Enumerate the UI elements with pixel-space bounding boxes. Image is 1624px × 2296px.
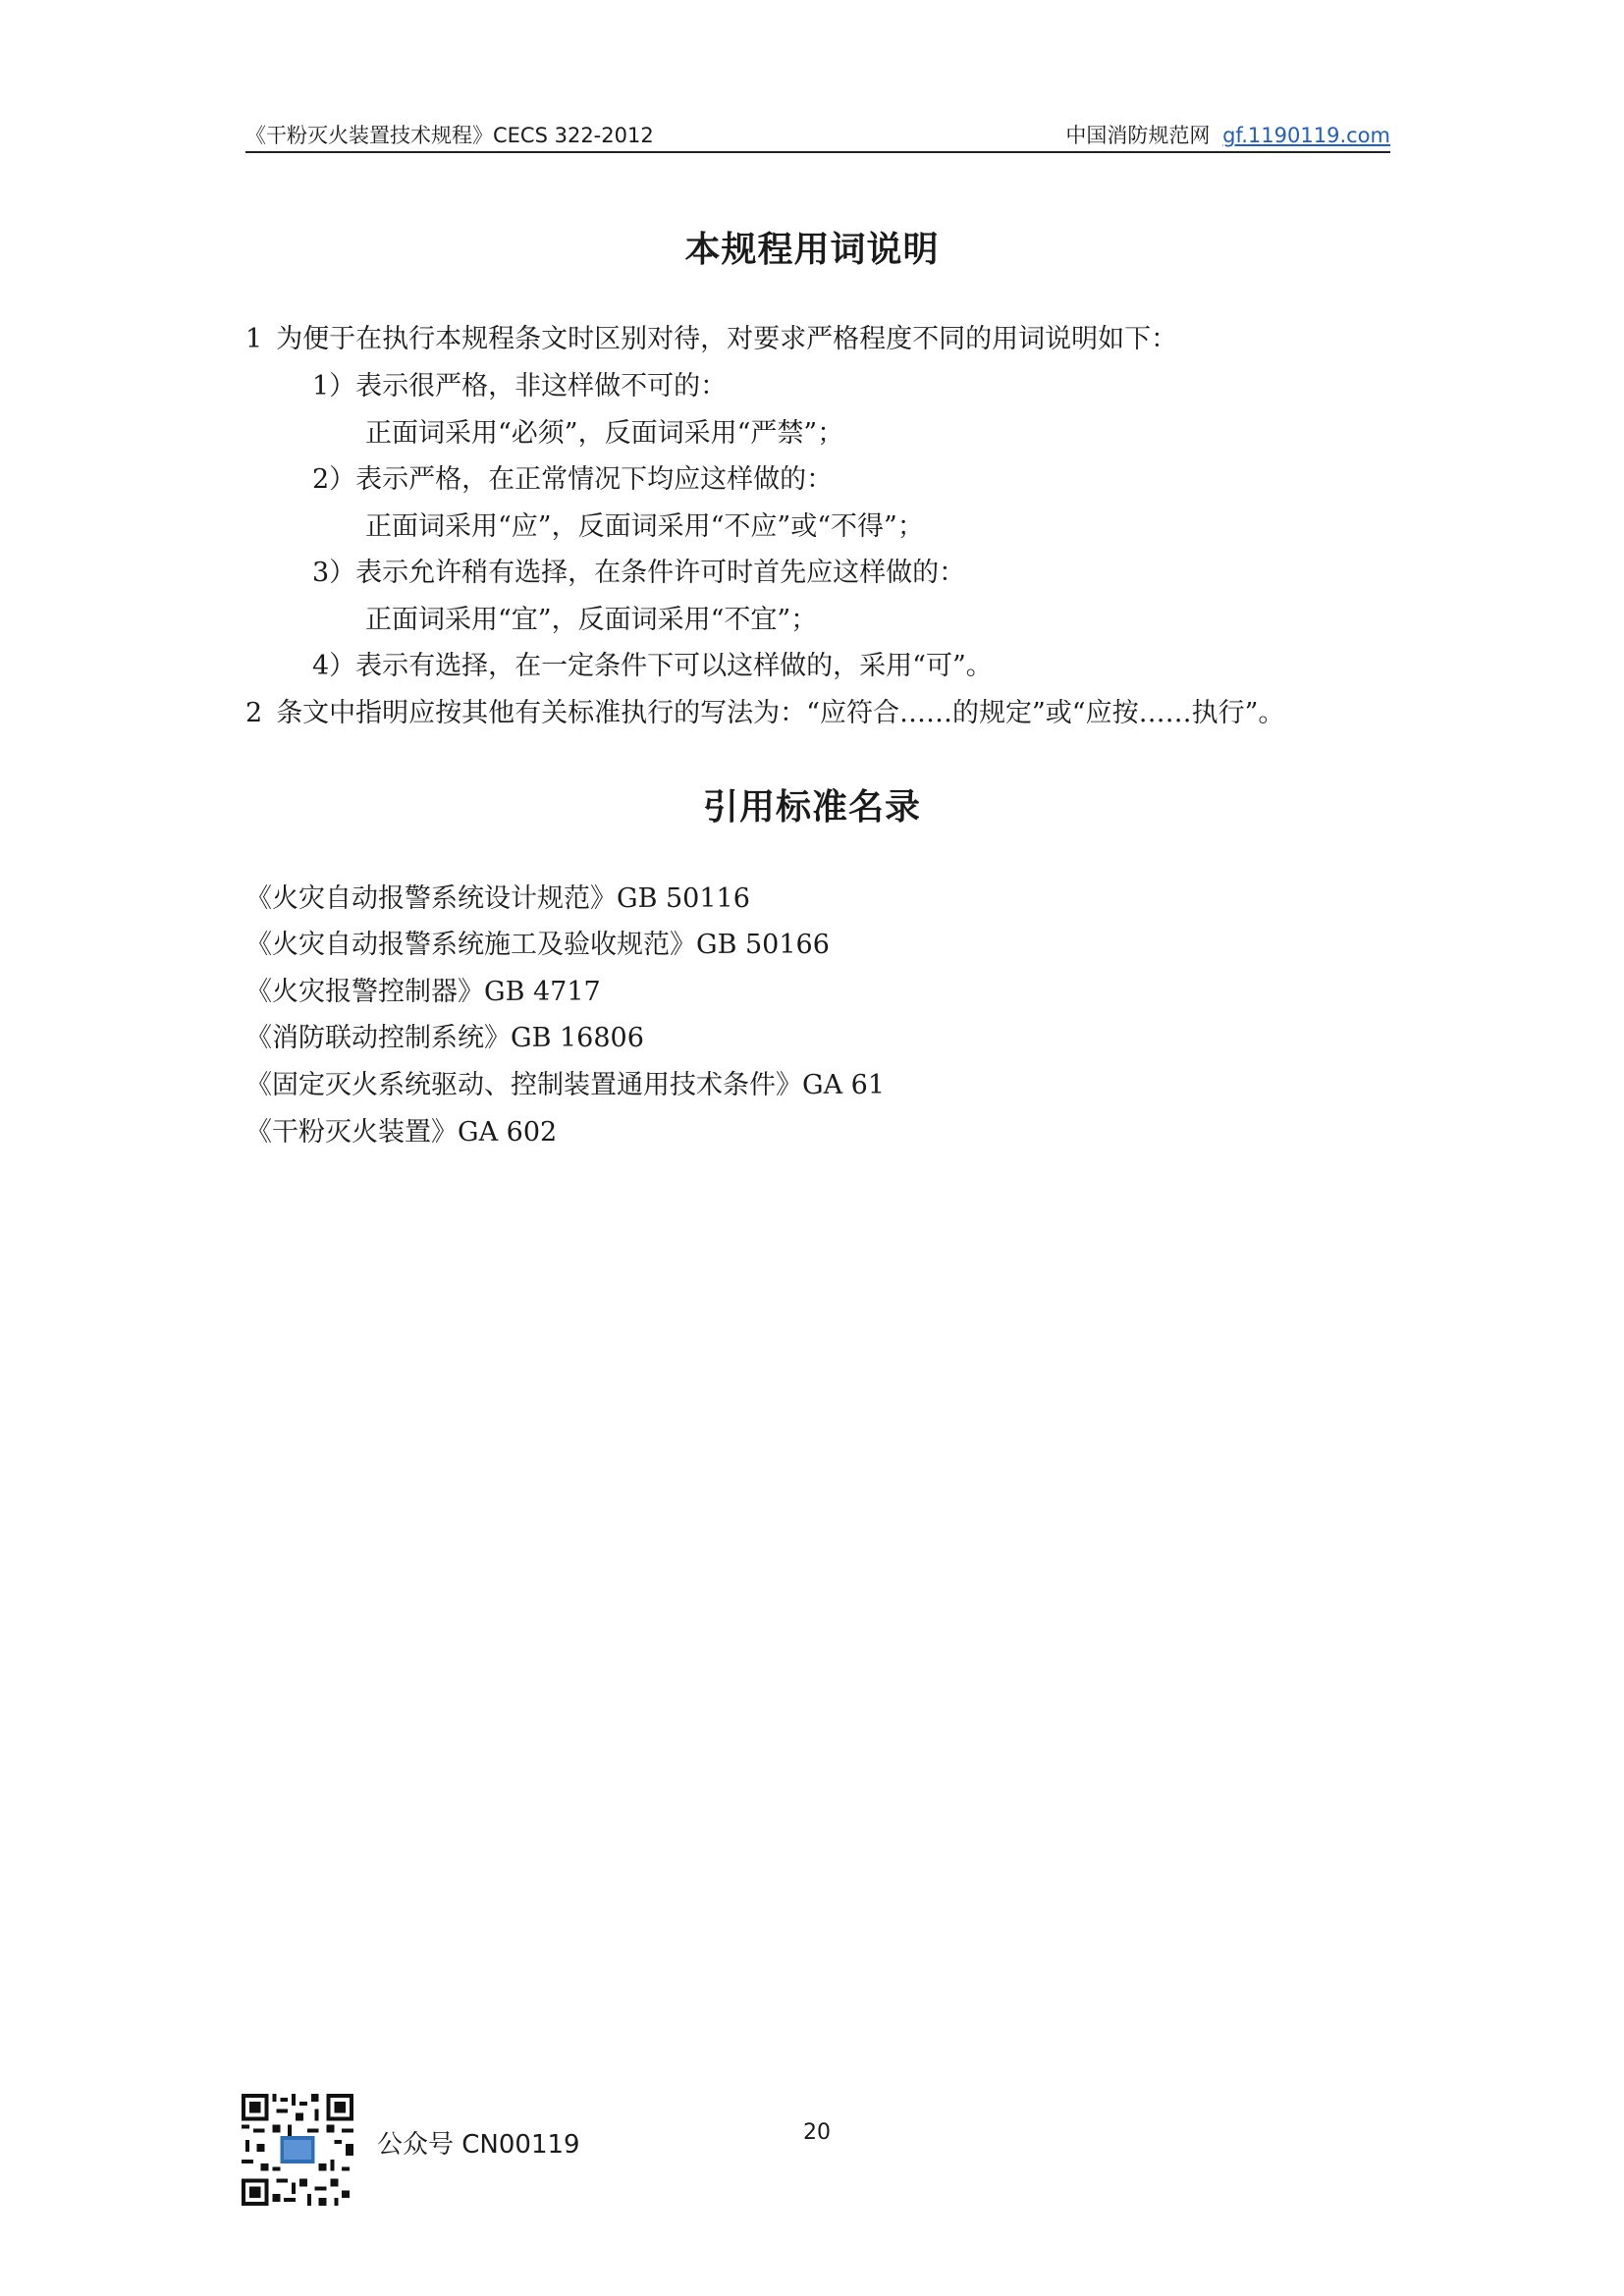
item-1-sub-3-detail: 正面词采用“宜”，反面词采用“不宜”； [365, 605, 818, 635]
item-1-number: 1 [245, 324, 263, 354]
page-header [245, 116, 1390, 153]
section-title-terms: 本规程用词说明 [684, 230, 940, 270]
item-2-text: 条文中指明应按其他有关标准执行的写法为：“应符合……的规定”或“应按……执行”。 [276, 698, 1285, 728]
header-doc-title: 《干粉灭火装置技术规程》CECS 322-2012 [245, 124, 654, 147]
header-site-link[interactable]: gf.1190119.com [1222, 124, 1390, 147]
item-1-sub-2-detail: 正面词采用“应”，反面词采用“不应”或“不得”； [365, 511, 924, 542]
reference-item: 《消防联动控制系统》GB 16806 [245, 1023, 644, 1053]
item-1-sub-1-detail: 正面词采用“必须”，反面词采用“严禁”； [365, 418, 844, 449]
item-1 [245, 322, 1177, 357]
reference-item: 《火灾自动报警系统施工及验收规范》GB 50166 [245, 930, 830, 960]
page-number: 20 [803, 2120, 831, 2145]
header-site-name: 中国消防规范网 [1065, 124, 1211, 147]
section-title-references: 引用标准名录 [702, 787, 921, 828]
footer-account: 公众号 CN00119 [377, 2130, 580, 2160]
item-1-text: 为便于在执行本规程条文时区别对待，对要求严格程度不同的用词说明如下： [276, 324, 1178, 354]
reference-item: 《固定灭火系统驱动、控制装置通用技术条件》GA 61 [245, 1070, 886, 1100]
item-2-number: 2 [245, 698, 263, 728]
item-1-sub-2: 2）表示严格，在正常情况下均应这样做的： [312, 464, 834, 495]
item-1-sub-4: 4）表示有选择，在一定条件下可以这样做的，采用“可”。 [312, 651, 993, 681]
header-site [1065, 120, 1390, 149]
item-1-sub-3: 3）表示允许稍有选择，在条件许可时首先应这样做的： [312, 558, 966, 588]
item-1-sub-1: 1）表示很严格，非这样做不可的： [312, 371, 728, 401]
reference-item: 《干粉灭火装置》GA 602 [245, 1117, 558, 1148]
qr-code-icon [242, 2094, 353, 2206]
reference-item: 《火灾自动报警系统设计规范》GB 50116 [245, 883, 750, 914]
reference-item: 《火灾报警控制器》GB 4717 [245, 977, 601, 1007]
item-2 [245, 696, 1284, 731]
